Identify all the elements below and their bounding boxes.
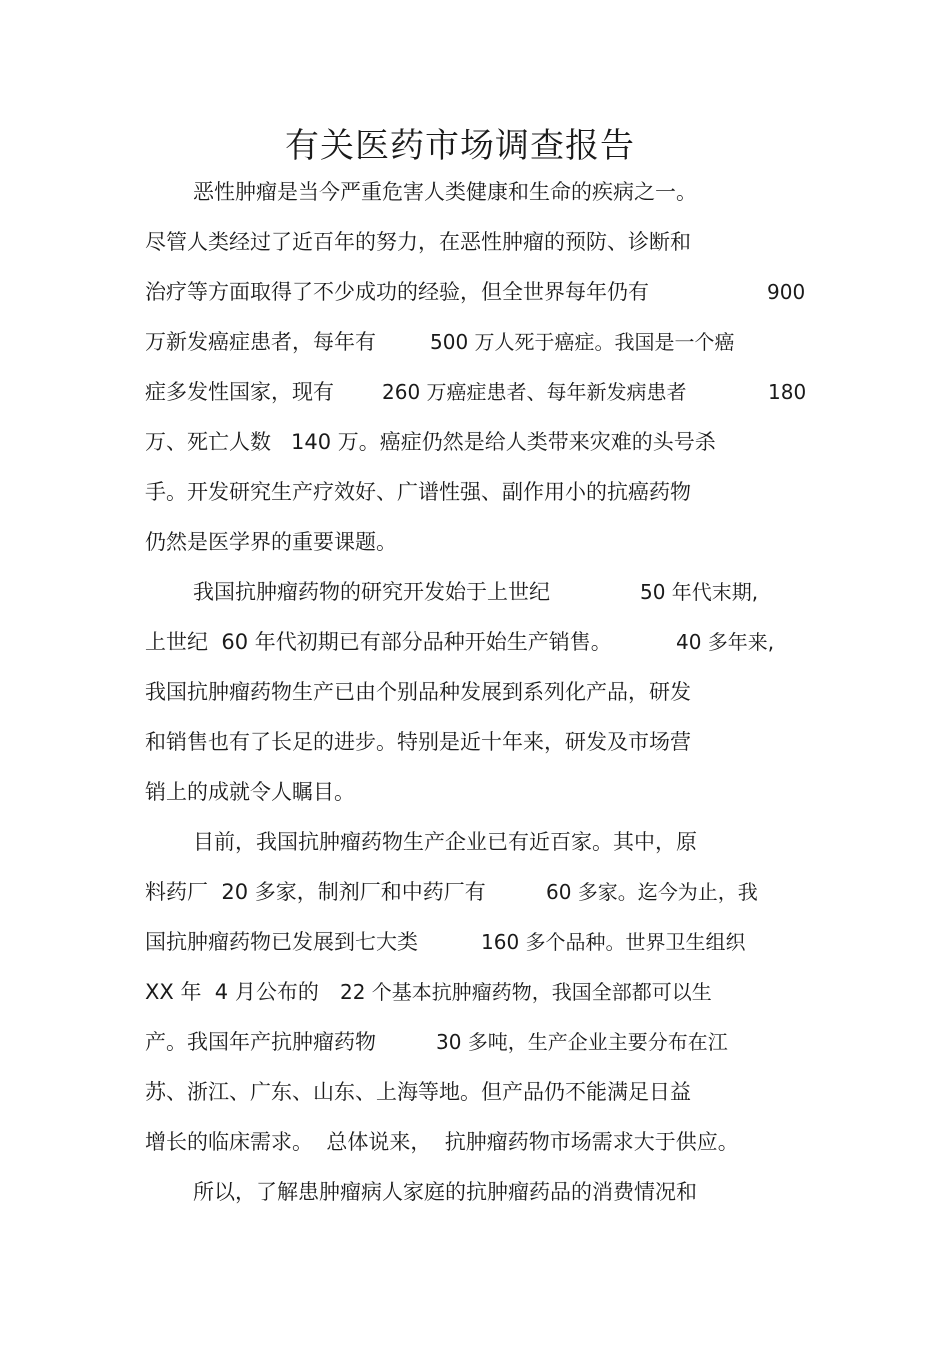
text-segment: 国抗肿瘤药物已发展到七大类: [145, 930, 418, 954]
paragraph-1-line-7: [145, 475, 825, 509]
text-segment: 60 多家。迄今为止，我: [546, 880, 758, 904]
paragraph-2-line-5: [145, 775, 825, 809]
text-segment: 尽管人类经过了近百年的努力，在恶性肿瘤的预防、诊断和: [145, 230, 691, 254]
text-segment: 所以，了解患肿瘤病人家庭的抗肿瘤药品的消费情况和: [193, 1180, 697, 1204]
text-segment: 我国抗肿瘤药物的研究开发始于上世纪: [193, 580, 550, 604]
paragraph-1-line-2: [145, 225, 825, 259]
text-segment: 产。我国年产抗肿瘤药物: [145, 1030, 376, 1054]
text-segment: 160 多个品种。世界卫生组织: [481, 930, 746, 954]
text-segment: 40 多年来,: [676, 630, 775, 654]
paragraph-3-line-3: [145, 925, 825, 959]
text-segment: 料药厂 20 多家，制剂厂和中药厂有: [145, 880, 486, 904]
text-segment: 恶性肿瘤是当今严重危害人类健康和生命的疾病之一。: [193, 180, 697, 204]
paragraph-2-line-4: [145, 725, 825, 759]
document-title: 有关医药市场调查报告: [285, 126, 635, 166]
text-segment: 500 万人死于癌症。我国是一个癌: [430, 330, 735, 354]
text-segment: 上世纪 60 年代初期已有部分品种开始生产销售。: [145, 630, 612, 654]
paragraph-2-line-2: [145, 625, 825, 659]
text-segment: XX 年 4 月公布的: [145, 980, 319, 1004]
paragraph-2-line-3: [145, 675, 825, 709]
paragraph-3-line-7: [145, 1125, 825, 1159]
text-segment: 手。开发研究生产疗效好、广谱性强、副作用小的抗癌药物: [145, 480, 691, 504]
text-segment: 增长的临床需求。 总体说来， 抗肿瘤药物市场需求大于供应。: [145, 1130, 739, 1154]
text-segment: 50 年代末期,: [640, 580, 759, 604]
text-segment: 治疗等方面取得了不少成功的经验，但全世界每年仍有: [145, 280, 649, 304]
text-segment: 销上的成就令人瞩目。: [145, 780, 355, 804]
text-segment: 万、死亡人数 140 万。癌症仍然是给人类带来灾难的头号杀: [145, 430, 716, 454]
text-segment: 万新发癌症患者，每年有: [145, 330, 376, 354]
paragraph-3-line-1: [193, 825, 873, 859]
paragraph-4-line-1: [193, 1175, 873, 1209]
text-segment: 和销售也有了长足的进步。特别是近十年来，研发及市场营: [145, 730, 691, 754]
paragraph-3-line-6: [145, 1075, 825, 1109]
text-segment: 我国抗肿瘤药物生产已由个别品种发展到系列化产品，研发: [145, 680, 691, 704]
number-value: 900: [767, 280, 806, 304]
text-segment: 苏、浙江、广东、山东、上海等地。但产品仍不能满足日益: [145, 1080, 691, 1104]
paragraph-3-line-5: [145, 1025, 825, 1059]
paragraph-1-line-1: [193, 175, 873, 209]
text-segment: 260 万癌症患者、每年新发病患者: [382, 380, 687, 404]
number-value: 180: [768, 380, 807, 404]
paragraph-3-line-4: [145, 975, 825, 1009]
paragraph-3-line-2: [145, 875, 825, 909]
paragraph-1-line-5: [145, 375, 825, 409]
paragraph-1-line-3: [145, 275, 825, 309]
text-segment: 仍然是医学界的重要课题。: [145, 530, 397, 554]
paragraph-1-line-6: [145, 425, 825, 459]
paragraph-1-line-4: [145, 325, 825, 359]
text-segment: 30 多吨，生产企业主要分布在江: [436, 1030, 728, 1054]
text-segment: 22 个基本抗肿瘤药物，我国全部都可以生: [340, 980, 712, 1004]
paragraph-1-line-8: [145, 525, 825, 559]
paragraph-2-line-1: [193, 575, 873, 609]
text-segment: 症多发性国家，现有: [145, 380, 334, 404]
text-segment: 目前，我国抗肿瘤药物生产企业已有近百家。其中，原: [193, 830, 697, 854]
